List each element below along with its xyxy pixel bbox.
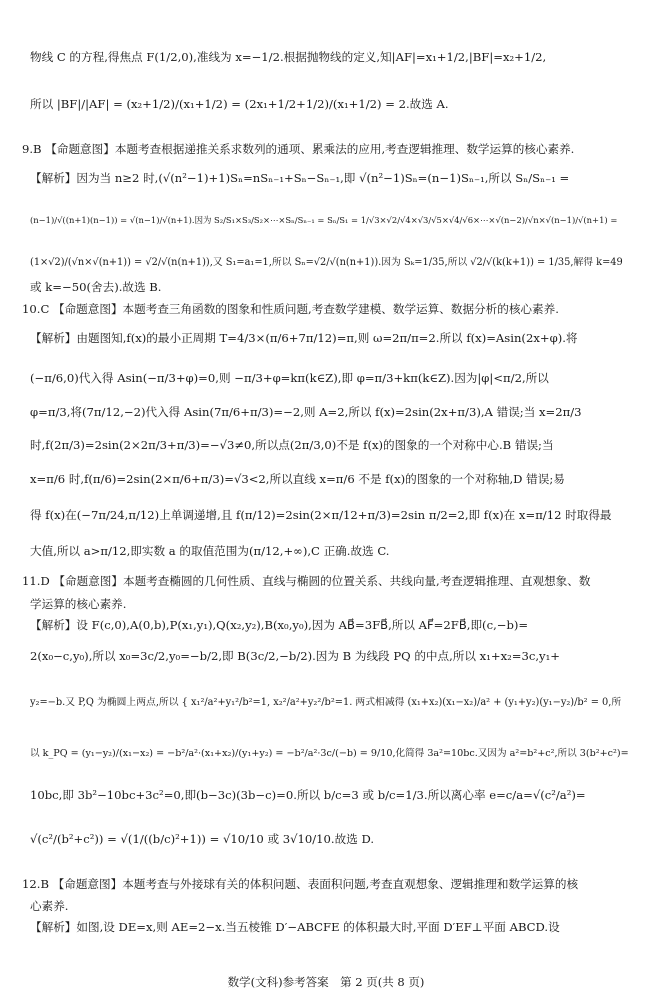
text-line: 得 f(x)在(−7π/24,π/12)上单调递增,且 f(π/12)=2sin(2×π/12+π/3)=2sin π/2=2,即 f(x)在 x=π/12 时取得最 [30,508,612,522]
text-line: 时,f(2π/3)=2sin(2×2π/3+π/3)=−√3≠0,所以点(2π/3,0)不是 f(x)的图象的一个对称中心.B 错误;当 [30,438,554,452]
text-line: (−π/6,0)代入得 Asin(−π/3+φ)=0,则 −π/3+φ=kπ(k∈Z),即 φ=π/3+kπ(k∈Z).因为|φ|<π/2,所以 [30,371,549,385]
text-line: 心素养. [30,899,69,913]
question-header-11: 11.D 【命题意图】本题考查椭圆的几何性质、直线与椭圆的位置关系、共线向量,考查逻辑推理、直观想象、数 [22,574,591,588]
text-line: 【解析】由题图知,f(x)的最小正周期 T=4/3×(π/6+7π/12)=π,则 ω=2π/π=2.所以 f(x)=Asin(2x+φ).将 [30,331,578,345]
text-line: 【解析】设 F(c,0),A(0,b),P(x₁,y₁),Q(x₂,y₂),B(x₀,y₀),因为 AB⃗=3FB⃗,所以 AF⃗=2FB⃗,即(c,−b)= [30,618,529,632]
question-header-10: 10.C 【命题意图】本题考查三角函数的图象和性质问题,考查数学建模、数学运算、数据分析的核心素养. [22,302,559,316]
text-line: 大值,所以 a>π/12,即实数 a 的取值范围为(π/12,+∞),C 正确.故选 C. [30,544,390,558]
text-line: 【解析】如图,设 DE=x,则 AE=2−x.当五棱锥 D′−ABCFE 的体积最大时,平面 D′EF⊥平面 ABCD.设 [30,920,560,934]
text-line: (n−1)/√((n+1)(n−1)) = √(n−1)/√(n+1).因为 S₂/S₁×S₃/S₂×⋯×Sₙ/Sₙ₋₁ = Sₙ/S₁ = 1/√3×√2/√4×√3/√5×√4/√6×⋯×√(n−2)/√n×√(n−1)/√(n+1) = [30,215,618,225]
question-header-12: 12.B 【命题意图】本题考查与外接球有关的体积问题、表面积问题,考查直观想象、逻辑推理和数学运算的核 [22,877,579,891]
text-line: 【解析】因为当 n≥2 时,(√(n²−1)+1)Sₙ=nSₙ₋₁+Sₙ−Sₙ₋₁,即 √(n²−1)Sₙ=(n−1)Sₙ₋₁,所以 Sₙ/Sₙ₋₁ = [30,171,570,185]
text-line: φ=π/3,将(7π/12,−2)代入得 Asin(7π/6+π/3)=−2,则 A=2,所以 f(x)=2sin(2x+π/3),A 错误;当 x=2π/3 [30,405,582,419]
text-line: 以 k_PQ = (y₁−y₂)/(x₁−x₂) = −b²/a²·(x₁+x₂)/(y₁+y₂) = −b²/a²·3c/(−b) = 9/10,化简得 3a²=10bc.又因为 a²=b²+c²,所以 3(b²+c²)= [30,748,629,759]
text-line: 或 k=−50(舍去).故选 B. [30,280,162,294]
text-line: 学运算的核心素养. [30,597,127,611]
page-footer: 数学(文科)参考答案 第 2 页(共 8 页) [227,975,425,989]
text-line: y₂=−b.又 P,Q 为椭圆上两点,所以 { x₁²/a²+y₁²/b²=1, x₂²/a²+y₂²/b²=1. 两式相减得 (x₁+x₂)(x₁−x₂)/a² + (y₁+y₂)(y₁−y₂)/b² = 0,所 [30,697,622,708]
text-line: 物线 C 的方程,得焦点 F(1/2,0),准线为 x=−1/2.根据抛物线的定义,知|AF|=x₁+1/2,|BF|=x₂+1/2, [30,50,547,64]
text-line: 10bc,即 3b²−10bc+3c²=0,即(b−3c)(3b−c)=0.所以 b/c=3 或 b/c=1/3.所以离心率 e=c/a=√(c²/a²)= [30,788,586,802]
text-line: 所以 |BF|/|AF| = (x₂+1/2)/(x₁+1/2) = (2x₁+1/2+1/2)/(x₁+1/2) = 2.故选 A. [30,97,449,111]
text-line: x=π/6 时,f(π/6)=2sin(2×π/6+π/3)=√3<2,所以直线 x=π/6 不是 f(x)的图象的一个对称轴,D 错误;易 [30,472,565,486]
text-line: (1×√2)/(√n×√(n+1)) = √2/√(n(n+1)),又 S₁=a₁=1,所以 Sₙ=√2/√(n(n+1)).因为 Sₖ=1/35,所以 √2/√(k(k+1)) = 1/35,解得 k=49 [30,257,623,268]
text-line: 2(x₀−c,y₀),所以 x₀=3c/2,y₀=−b/2,即 B(3c/2,−b/2).因为 B 为线段 PQ 的中点,所以 x₁+x₂=3c,y₁+ [30,649,560,663]
text-line: √(c²/(b²+c²)) = √(1/((b/c)²+1)) = √10/10 或 3√10/10.故选 D. [30,832,375,846]
question-header-9: 9.B 【命题意图】本题考查根据递推关系求数列的通项、累乘法的应用,考查逻辑推理、数学运算的核心素养. [22,142,575,156]
